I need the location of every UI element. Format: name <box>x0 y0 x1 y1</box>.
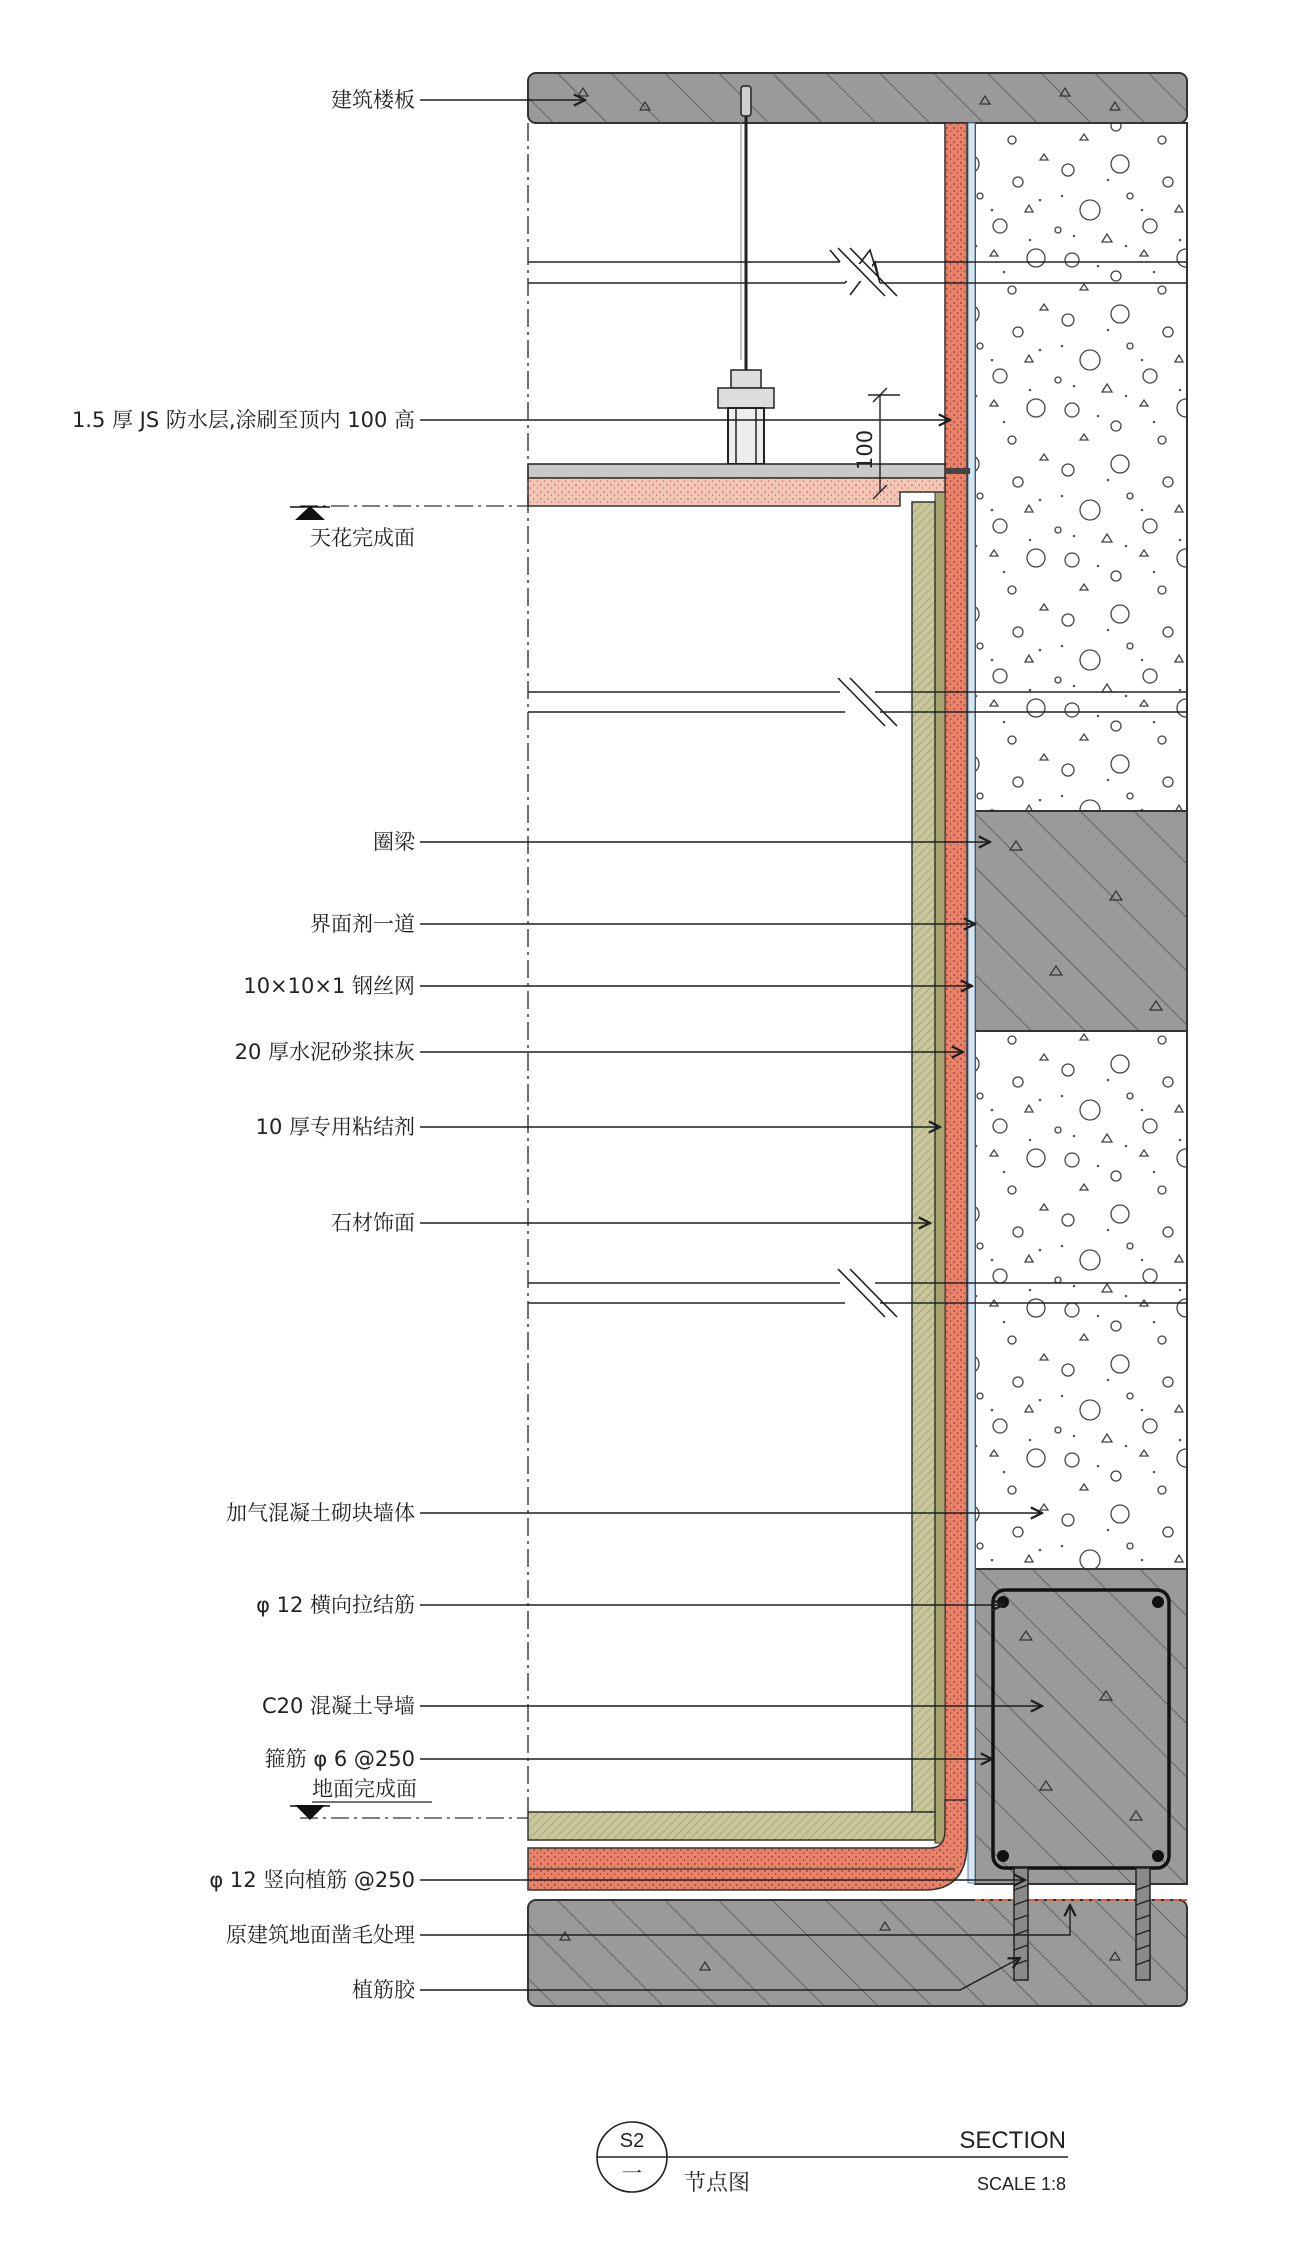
ceiling-assembly <box>528 86 970 506</box>
label-anchor-glue: 植筋胶 <box>352 1978 415 2002</box>
dimension-text: 100 <box>853 429 877 470</box>
aac-wall-top <box>975 123 1187 811</box>
label-waterproof: 1.5 厚 JS 防水层,涂刷至顶内 100 高 <box>71 408 415 432</box>
label-tie-bar: φ 12 横向拉结筋 <box>256 1593 415 1617</box>
ceiling-level-marker <box>290 506 330 520</box>
title-scale: SCALE 1:8 <box>976 2174 1066 2194</box>
label-roughen: 原建筑地面凿毛处理 <box>226 1923 415 1947</box>
label-wire-mesh: 10×10×1 钢丝网 <box>243 974 415 998</box>
ring-beam-block <box>975 811 1187 1031</box>
label-stirrup: 箍筋 φ 6 @250 <box>264 1747 415 1771</box>
ceiling-level-text: 天花完成面 <box>310 526 415 550</box>
label-interface-agent: 界面剂一道 <box>310 912 415 936</box>
title-symbol-bottom: 一 <box>622 2163 642 2185</box>
left-boundary <box>300 123 528 1818</box>
label-aac-wall: 加气混凝土砌块墙体 <box>226 1501 415 1525</box>
title-section-label: SECTION <box>959 2127 1066 2154</box>
guide-wall-block <box>975 1569 1187 1884</box>
label-ring-beam: 圈梁 <box>373 830 415 854</box>
label-vertical-bar: φ 12 竖向植筋 @250 <box>209 1868 415 1892</box>
label-stone-finish: 石材饰面 <box>331 1211 415 1235</box>
label-adhesive: 10 厚专用粘结剂 <box>255 1115 415 1139</box>
label-guide-wall: C20 混凝土导墙 <box>261 1694 415 1718</box>
title-name: 节点图 <box>684 2170 751 2195</box>
aac-wall-middle <box>975 1031 1187 1569</box>
label-plaster: 20 厚水泥砂浆抹灰 <box>234 1040 415 1064</box>
floor-level-text: 地面完成面 <box>312 1777 417 1801</box>
title-symbol-top: S2 <box>619 2130 645 2152</box>
label-floor-slab: 建筑楼板 <box>331 88 415 112</box>
floor-slab-top <box>528 73 1187 123</box>
